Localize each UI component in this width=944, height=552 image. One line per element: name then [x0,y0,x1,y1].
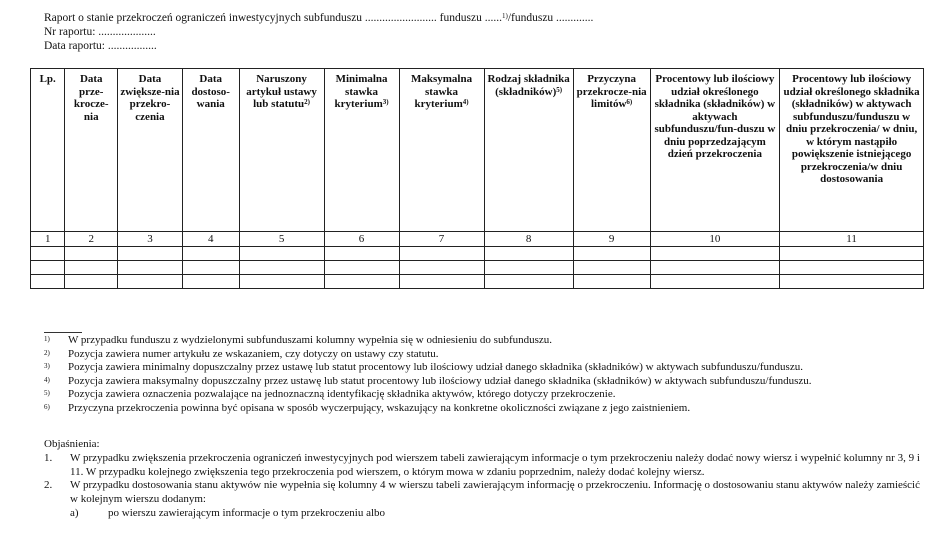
explanation-item: 2. W przypadku dostosowania stanu aktywów nie wypełnia się kolumny 4 w wierszu tabeli zawierającym informację o przekroczeniu. Informację o dostosowaniu stanu aktywów należy zamieścić w kolejnym wierszu dodanym: [44,479,920,506]
column-number: 5 [239,232,324,247]
violations-table [30,68,924,289]
footnote-separator [44,332,82,333]
footnote: 3) Pozycja zawiera minimalny dopuszczalny przez ustawę lub statut procentowy lub ilościowy udział danego składnika (składników) w aktywach subfunduszu/funduszu. [44,361,803,374]
col-header: Data prze-krocze-nia [65,69,118,232]
explanations [44,438,920,521]
report-number: Nr raportu: .................... [44,26,156,38]
col-header: Lp. [31,69,65,232]
footnote: 1) W przypadku funduszu z wydzielonymi subfunduszami kolumny wypełnia się w odniesieniu do subfunduszu. [44,334,553,346]
col-header: Minimalna stawka kryterium$^{3)}$ [324,69,399,232]
column-number: 9 [573,232,650,247]
column-number-row [31,232,924,247]
column-number: 1 [31,232,65,247]
column-number: 6 [324,232,399,247]
col-header: Przyczyna przekrocze-nia limitów$^{6)}$ [573,69,650,232]
report-title-suffix: /funduszu ............. [507,12,594,24]
footnotes [44,334,812,416]
report-title [44,11,593,25]
explanations-title: Objaśnienia: [44,438,100,450]
col-header: Procentowy lub ilościowy udział określonego składnika (składników) w aktywach subfunduszu/funduszu w dniu przekroczenia/ w dniu, w którym nastąpiło powiększenie istniejącego przekroczenia/w dniu dostosowania [780,69,924,232]
footnote: 2) Pozycja zawiera numer artykułu ze wskazaniem, czy dotyczy on ustawy czy statutu. [44,347,439,360]
table-row [31,261,924,275]
column-number: 3 [118,232,183,247]
explanation-subitem: a) po wierszu zawierającym informacje o tym przekroczeniu albo [70,506,386,519]
column-number: 7 [399,232,484,247]
col-header: Data dostoso-wania [182,69,239,232]
explanation-item: 1. W przypadku zwiększenia przekroczenia ograniczeń inwestycyjnych pod wierszem tabeli zawierającym informacje o tym przekroczeniu należy dodać nowy wiersz i wypełnić kolumny nr 3, 9 i 11. W przypadku kolejnego zwiększenia tego przekroczenia pod wierszem, o którym mowa w zdaniu poprzednim, należy dodać kolejny wiersz. [44,451,920,478]
col-header: Procentowy lub ilościowy udział określonego składnika (składników) w aktywach subfunduszu/fun-duszu w dniu poprzedzającym dzień przekroczenia [650,69,780,232]
report-header [44,11,593,53]
column-number: 4 [182,232,239,247]
report-date: Data raportu: ................. [44,40,157,52]
col-header: Rodzaj składnika (składników)$^{5)}$ [484,69,573,232]
footnote: 6) Przyczyna przekroczenia powinna być opisana w sposób wyczerpujący, wskazujący na konkretne okoliczności związane z jego zaistnieniem. [44,401,691,414]
col-header: Naruszony artykuł ustawy lub statutu$^{2)}$ [239,69,324,232]
column-number: 11 [780,232,924,247]
column-number: 8 [484,232,573,247]
table-row [31,247,924,261]
col-header: Data zwiększe-nia przekro-czenia [118,69,183,232]
footnote: 5) Pozycja zawiera oznaczenia pozwalające na jednoznaczną identyfikację składnika aktywów, którego dotyczy przekroczenie. [44,388,616,401]
report-title-text: Raport o stanie przekroczeń ograniczeń inwestycyjnych subfunduszu ......................... funduszu ...... [44,12,502,24]
table-header-row [31,69,924,232]
column-number: 10 [650,232,780,247]
table-row [31,275,924,289]
footnote-ref-1: 1) [501,12,508,20]
col-header: Maksymalna stawka kryterium$^{4)}$ [399,69,484,232]
footnote: 4) Pozycja zawiera maksymalny dopuszczalny przez ustawę lub statut procentowy lub ilościowy udział danego składnika (składników) w aktywach subfunduszu/funduszu. [44,374,812,387]
column-number: 2 [65,232,118,247]
